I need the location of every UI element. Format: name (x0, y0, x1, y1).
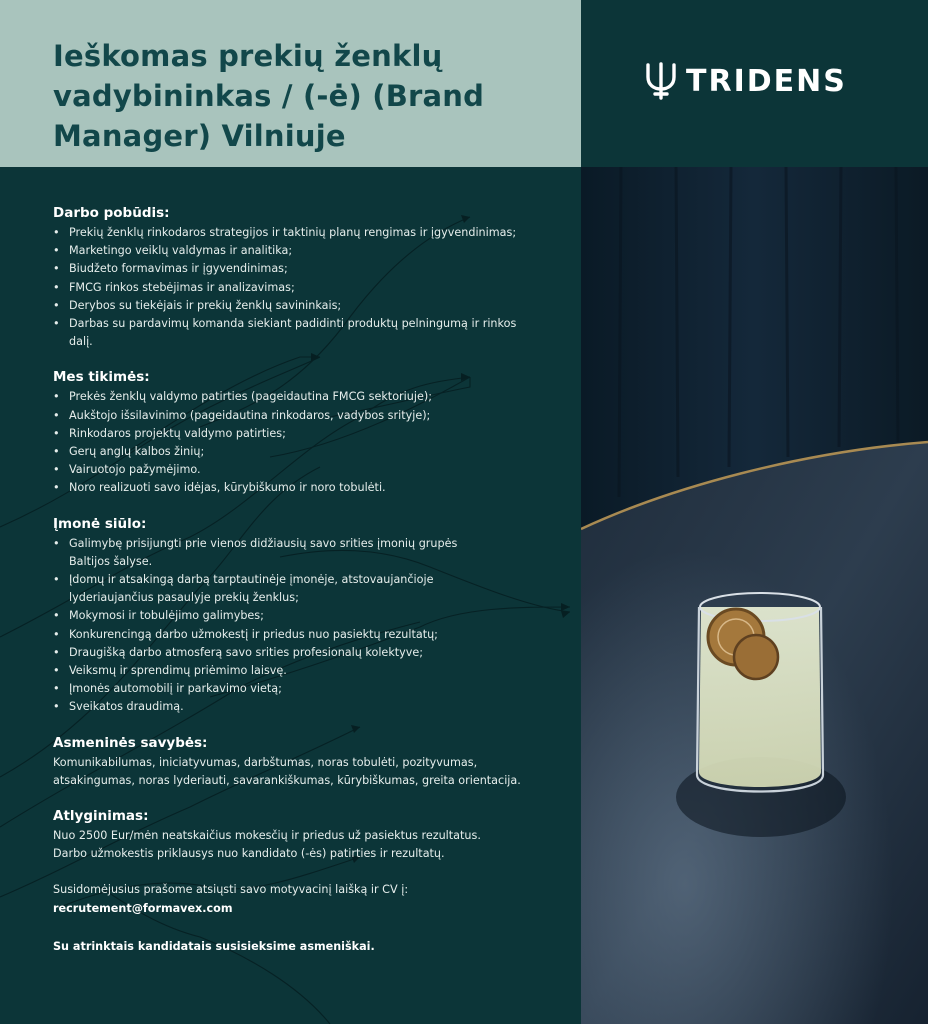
traits-text: Komunikabilumas, iniciatyvumas, darbštumas, noras tobulėti, pozityvumas, atsakingumas, noras lyderiauti, savarankiškumas, kūrybiškumas, greita orientacija. (53, 755, 521, 787)
section-title: Mes tikimės: (53, 369, 150, 386)
section-title: Atlyginimas: (53, 808, 149, 825)
section-title: Asmeninės savybės: (53, 734, 208, 751)
list-item: • FMCG rinkos stebėjimas ir analizavimas; (53, 279, 563, 297)
section-personal-traits (53, 735, 563, 790)
list-item: • Aukštojo išsilavinimo (pageidautina rinkodaros, vadybos srityje); (53, 407, 563, 425)
list-item: • Biudžeto formavimas ir įgyvendinimas; (53, 260, 563, 278)
section-title: Įmonė siūlo: (53, 515, 147, 532)
list-item: • Gerų anglų kalbos žinių; (53, 443, 563, 461)
closing-note: Su atrinktais kandidatais susisieksime asmeniškai. (53, 939, 375, 953)
section-title: Darbo pobūdis: (53, 205, 170, 221)
section-expectations (53, 369, 563, 497)
job-description (53, 205, 563, 967)
list-item: • Įdomų ir atsakingą darbą tarptautinėje įmonėje, atstovaujančioje lyderiaujančius pasaulyje prekių ženklus; (53, 571, 499, 607)
list-item: • Noro realizuoti savo idėjas, kūrybiškumo ir noro tobulėti. (53, 479, 563, 497)
list-item: • Konkurencingą darbo užmokestį ir priedus nuo pasiektų rezultatų; (53, 626, 563, 644)
contact-invite: Susidomėjusius prašome atsiųsti savo motyvacinį laišką ir CV į: (53, 883, 409, 897)
list-item: • Marketingo veiklų valdymas ir analitika; (53, 242, 563, 260)
logo-text: TRIDENS (686, 63, 847, 99)
list-item: • Rinkodaros projektų valdymo patirties; (53, 425, 563, 443)
list-item: • Mokymosi ir tobulėjimo galimybes; (53, 607, 563, 625)
list-item: • Veiksmų ir sprendimų priėmimo laisvę. (53, 662, 563, 680)
cocktail-photo (581, 167, 928, 1024)
salary-line-1: Nuo 2500 Eur/mėn neatskaičius mokesčių ir priedus už pasiektus rezultatus. (53, 829, 481, 843)
brand-logo (644, 60, 847, 102)
page-title: Ieškomas prekių ženklų vadybininkas / (-ė) (Brand Manager) Vilniuje (53, 39, 485, 153)
trident-icon (644, 61, 678, 101)
list-item: • Prekės ženklų valdymo patirties (pageidautina FMCG sektoriuje); (53, 388, 563, 406)
list-item: • Derybos su tiekėjais ir prekių ženklų savininkais; (53, 297, 563, 315)
list-item: • Galimybę prisijungti prie vienos didžiausių savo srities įmonių grupės Baltijos šalyse. (53, 535, 474, 571)
list-item: • Vairuotojo pažymėjimo. (53, 461, 563, 479)
section-salary (53, 808, 563, 863)
list-item: • Įmonės automobilį ir parkavimo vietą; (53, 680, 563, 698)
title-panel (0, 0, 581, 167)
salary-line-2: Darbo užmokestis priklausys nuo kandidato (-ės) patirties ir rezultatų. (53, 847, 445, 861)
section-duties (53, 205, 563, 351)
section-offer (53, 516, 563, 717)
list-item: • Sveikatos draudimą. (53, 698, 563, 716)
list-item: • Prekių ženklų rinkodaros strategijos ir taktinių planų rengimas ir įgyvendinimas; (53, 224, 563, 242)
list-item: • Darbas su pardavimų komanda siekiant padidinti produktų pelningumą ir rinkos dalį. (53, 315, 539, 351)
contact-email[interactable]: recrutement@formavex.com (53, 901, 233, 915)
list-item: • Draugišką darbo atmosferą savo srities profesionalų kolektyve; (53, 644, 563, 662)
